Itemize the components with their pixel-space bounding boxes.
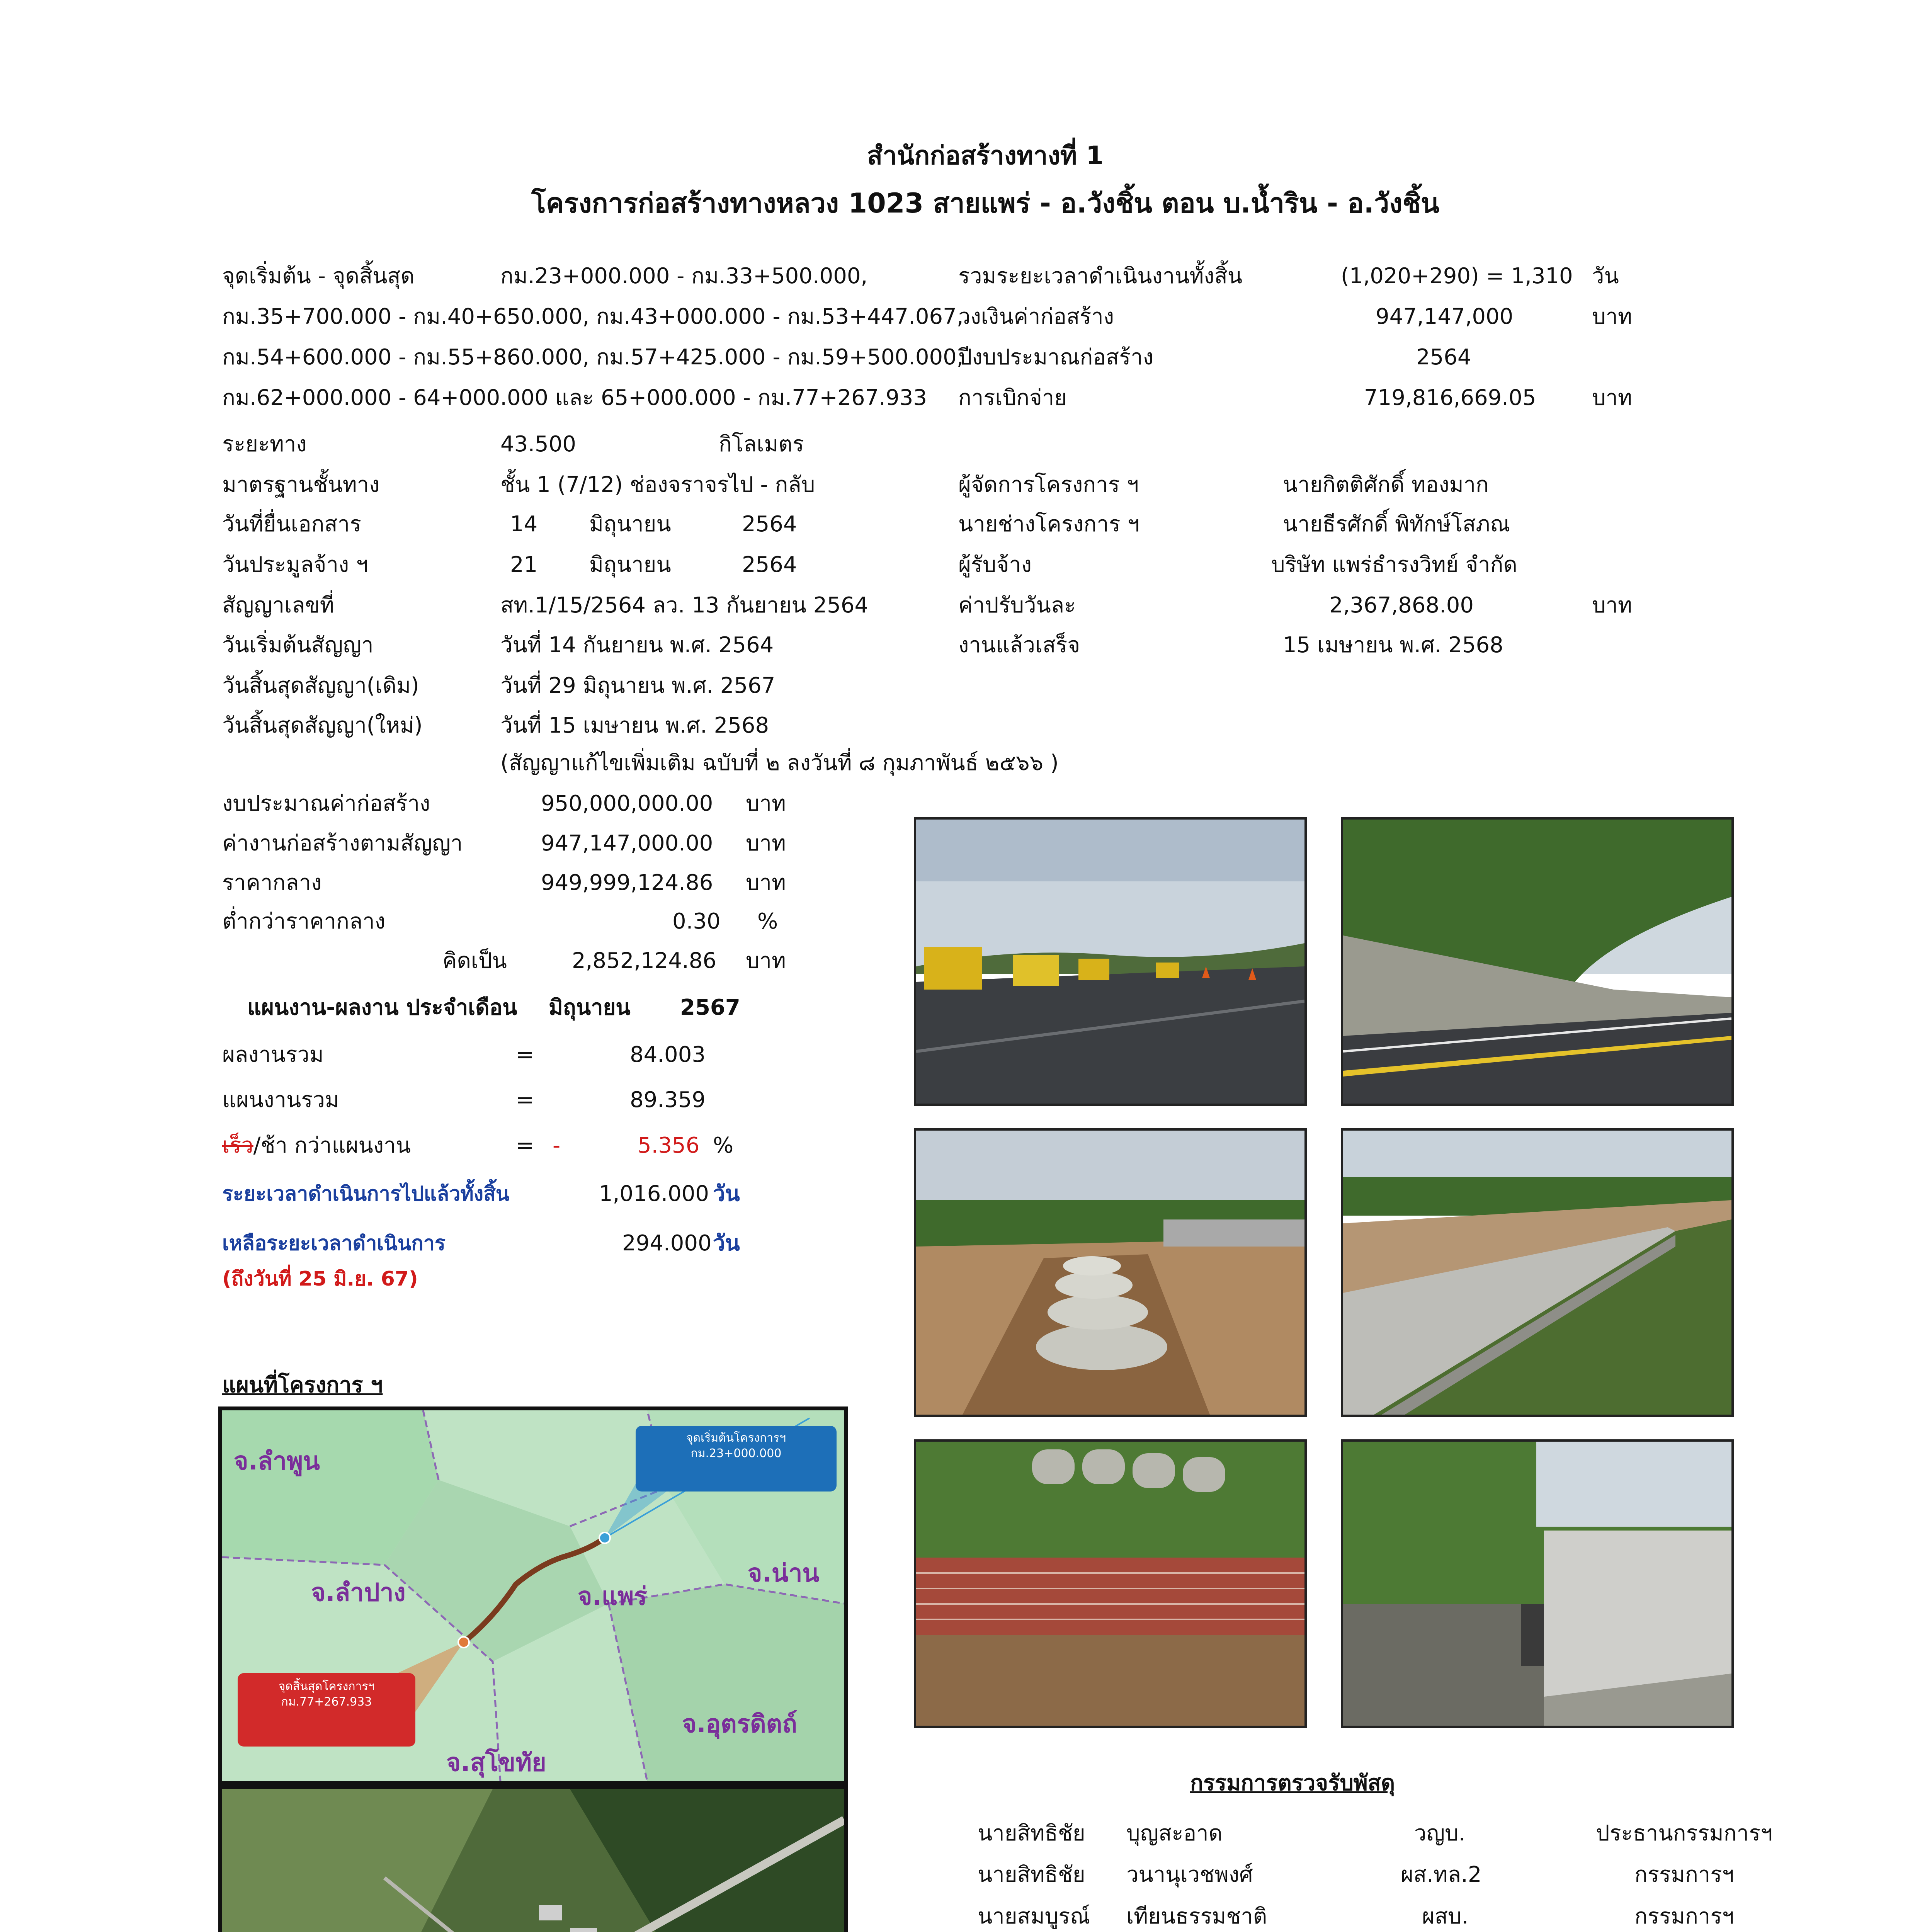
doc-date-label: วันที่ยื่นเอกสาร: [222, 512, 362, 537]
start-end-label: จุดเริ่มต้น - จุดสิ้นสุด: [222, 264, 415, 289]
start-end-line-1: กม.23+000.000 - กม.33+500.000,: [500, 264, 868, 289]
diff-label: [222, 1132, 411, 1159]
contract-end-new-value: วันที่ 15 เมษายน พ.ศ. 2568: [500, 713, 769, 738]
start-callout-km: กม.23+000.000: [690, 1447, 782, 1460]
member-3-last: เทียนธรรมชาติ: [1126, 1904, 1267, 1929]
start-callout: [641, 1430, 831, 1461]
contract-start-label: วันเริ่มต้นสัญญา: [222, 633, 374, 658]
start-callout-title: จุดเริ่มต้นโครงการฯ: [686, 1431, 786, 1445]
diff-eq: =: [516, 1133, 534, 1158]
bid-date-month: มิถุนายน: [589, 552, 671, 577]
elapsed-label: ระยะเวลาดำเนินการไปแล้วทั้งสิ้น: [222, 1182, 510, 1206]
end-callout: [243, 1679, 410, 1710]
doc-date-year: 2564: [742, 512, 797, 537]
member-2-pos: ผส.ทล.2: [1401, 1862, 1482, 1887]
completed-label: งานแล้วเสร็จ: [958, 633, 1080, 658]
finance-unit-4: %: [757, 909, 778, 934]
province-uttaradit: จ.อุตรดิตถ์: [682, 1710, 798, 1738]
province-nan: จ.น่าน: [748, 1559, 820, 1588]
province-sukhothai: จ.สุโขทัย: [446, 1748, 546, 1777]
finance-value-2: 947,147,000.00: [541, 831, 713, 856]
engineer-label: นายช่างโครงการ ฯ: [958, 512, 1139, 537]
end-callout-km: กม.77+267.933: [281, 1695, 372, 1709]
member-3-role: กรรมการฯ: [1634, 1904, 1734, 1929]
finance-value-4: 0.30: [672, 909, 721, 934]
project-title: โครงการก่อสร้างทางหลวง 1023 สายแพร่ - อ.วังชิ้น ตอน บ.น้ำริน - อ.วังชิ้น: [531, 187, 1439, 219]
member-2-first: นายสิทธิชัย: [978, 1862, 1085, 1887]
computed-label: คิดเป็น: [442, 948, 507, 973]
actual-eq: =: [516, 1042, 534, 1067]
manager-value: นายกิตติศักดิ์ ทองมาก: [1283, 472, 1489, 497]
contractor-value: บริษัท แพร่ธำรงวิทย์ จำกัด: [1271, 552, 1517, 577]
start-end-line-2: กม.35+700.000 - กม.40+650.000, กม.43+000.000 - กม.53+447.067,: [222, 304, 964, 329]
satellite-map[interactable]: [218, 1785, 848, 1932]
province-lamphun: จ.ลำพูน: [234, 1447, 320, 1476]
remaining-value: 294.000: [622, 1231, 712, 1256]
remaining-label: เหลือระยะเวลาดำเนินการ: [222, 1232, 446, 1255]
contract-end-new-label: วันสิ้นสุดสัญญา(ใหม่): [222, 713, 423, 738]
member-1-first: นายสิทธิชัย: [978, 1821, 1085, 1846]
standard-value: ชั้น 1 (7/12) ช่องจราจรไป - กลับ: [500, 472, 815, 497]
diff-unit: %: [713, 1133, 734, 1158]
contract-start-value: วันที่ 14 กันยายน พ.ศ. 2564: [500, 633, 774, 658]
bid-date-day: 21: [510, 552, 538, 577]
engineer-value: นายธีรศักดิ์ พิทักษ์โสภณ: [1283, 512, 1510, 537]
plan-label: แผนงานรวม: [222, 1087, 339, 1112]
diff-label-text: /ช้า กว่าแผนงาน: [253, 1133, 411, 1158]
member-2-last: วนานุเวชพงศ์: [1126, 1862, 1253, 1887]
member-3-first: นายสมบูรณ์: [978, 1904, 1090, 1929]
fiscal-year-label: ปีงบประมาณก่อสร้าง: [958, 345, 1154, 370]
contractor-label: ผู้รับจ้าง: [958, 552, 1032, 577]
contract-no-label: สัญญาเลขที่: [222, 593, 334, 618]
finance-label-3: ราคากลาง: [222, 870, 322, 895]
contract-end-old-label: วันสิ้นสุดสัญญา(เดิม): [222, 673, 419, 698]
elapsed-value: 1,016.000: [599, 1181, 709, 1206]
finance-label-2: ค่างานก่อสร้างตามสัญญา: [222, 831, 463, 856]
contract-end-old-value: วันที่ 29 มิถุนายน พ.ศ. 2567: [500, 673, 776, 698]
photo-retaining-wall: [1341, 1439, 1734, 1728]
start-end-line-3: กม.54+600.000 - กม.55+860.000, กม.57+425.000 - กม.59+500.000,: [222, 345, 964, 370]
member-1-last: บุญสะอาด: [1126, 1821, 1223, 1846]
member-2-role: กรรมการฯ: [1634, 1862, 1734, 1887]
computed-unit: บาท: [746, 948, 786, 973]
plan-eq: =: [516, 1087, 534, 1112]
photo-road-paving: [914, 817, 1307, 1106]
province-lampang: จ.ลำปาง: [311, 1578, 406, 1607]
finance-label-1: งบประมาณค่าก่อสร้าง: [222, 791, 430, 816]
manager-label: ผู้จัดการโครงการ ฯ: [958, 472, 1139, 497]
photo-drainage-pipes: [914, 1128, 1307, 1417]
finance-value-3: 949,999,124.86: [541, 870, 713, 895]
disbursement-value: 719,816,669.05: [1364, 385, 1536, 410]
finance-unit-1: บาท: [746, 791, 786, 816]
fine-unit: บาท: [1592, 593, 1632, 618]
member-1-role: ประธานกรรมการฯ: [1596, 1821, 1773, 1846]
fine-value: 2,367,868.00: [1329, 593, 1474, 618]
total-time-unit: วัน: [1592, 264, 1619, 289]
budget-amount-value: 947,147,000: [1376, 304, 1514, 329]
photo-concrete-curb: [1341, 1128, 1734, 1417]
fast-struck: เร็ว: [222, 1133, 253, 1158]
actual-value: 84.003: [630, 1042, 706, 1067]
disbursement-unit: บาท: [1592, 385, 1632, 410]
member-1-pos: วญบ.: [1414, 1821, 1466, 1846]
elapsed-unit: วัน: [713, 1181, 740, 1206]
province-phrae: จ.แพร่: [578, 1582, 647, 1611]
diff-sign: -: [553, 1133, 561, 1158]
progress-title: แผนงาน-ผลงาน ประจำเดือน: [247, 995, 517, 1020]
bid-date-year: 2564: [742, 552, 797, 577]
as-of-date: (ถึงวันที่ 25 มิ.ย. 67): [222, 1267, 418, 1291]
start-end-line-4: กม.62+000.000 - 64+000.000 และ 65+000.000 - กม.77+267.933: [222, 385, 927, 410]
province-map[interactable]: [218, 1406, 848, 1785]
photo-completed-road: [1341, 817, 1734, 1106]
committee-title: กรรมการตรวจรับพัสดุ: [1190, 1770, 1395, 1796]
finance-value-1: 950,000,000.00: [541, 791, 713, 816]
member-3-pos: ผสบ.: [1422, 1904, 1469, 1929]
fiscal-year-value: 2564: [1416, 345, 1471, 370]
completed-value: 15 เมษายน พ.ศ. 2568: [1283, 633, 1503, 658]
budget-amount-label: วงเงินค่าก่อสร้าง: [958, 304, 1114, 329]
actual-label: ผลงานรวม: [222, 1042, 324, 1067]
disbursement-label: การเบิกจ่าย: [958, 385, 1067, 410]
progress-year: 2567: [680, 995, 740, 1020]
distance-label: ระยะทาง: [222, 432, 307, 457]
photo-brick-wall: [914, 1439, 1307, 1728]
map-title: แผนที่โครงการ ฯ: [222, 1372, 383, 1398]
total-time-value: (1,020+290) = 1,310: [1341, 264, 1573, 289]
doc-date-day: 14: [510, 512, 538, 537]
contract-no-value: สท.1/15/2564 ลว. 13 กันยายน 2564: [500, 593, 869, 618]
distance-unit: กิโลเมตร: [719, 432, 804, 457]
standard-label: มาตรฐานชั้นทาง: [222, 472, 380, 497]
total-time-label: รวมระยะเวลาดำเนินงานทั้งสิ้น: [958, 264, 1243, 289]
end-callout-title: จุดสิ้นสุดโครงการฯ: [278, 1680, 375, 1693]
finance-label-4: ต่ำกว่าราคากลาง: [222, 909, 386, 934]
budget-amount-unit: บาท: [1592, 304, 1632, 329]
office-title: สำนักก่อสร้างทางที่ 1: [867, 141, 1104, 170]
fine-label: ค่าปรับวันละ: [958, 593, 1076, 618]
diff-value: 5.356: [638, 1133, 700, 1158]
progress-month: มิถุนายน: [549, 995, 631, 1020]
finance-unit-2: บาท: [746, 831, 786, 856]
remaining-unit: วัน: [713, 1231, 740, 1256]
amendment-note: (สัญญาแก้ไขเพิ่มเติม ฉบับที่ ๒ ลงวันที่ ๘ กุมภาพันธ์ ๒๕๖๖ ): [500, 750, 1059, 776]
distance-value: 43.500: [500, 432, 576, 457]
doc-date-month: มิถุนายน: [589, 512, 671, 537]
plan-value: 89.359: [630, 1087, 706, 1112]
bid-date-label: วันประมูลจ้าง ฯ: [222, 552, 368, 577]
finance-unit-3: บาท: [746, 870, 786, 895]
computed-value: 2,852,124.86: [572, 948, 717, 973]
